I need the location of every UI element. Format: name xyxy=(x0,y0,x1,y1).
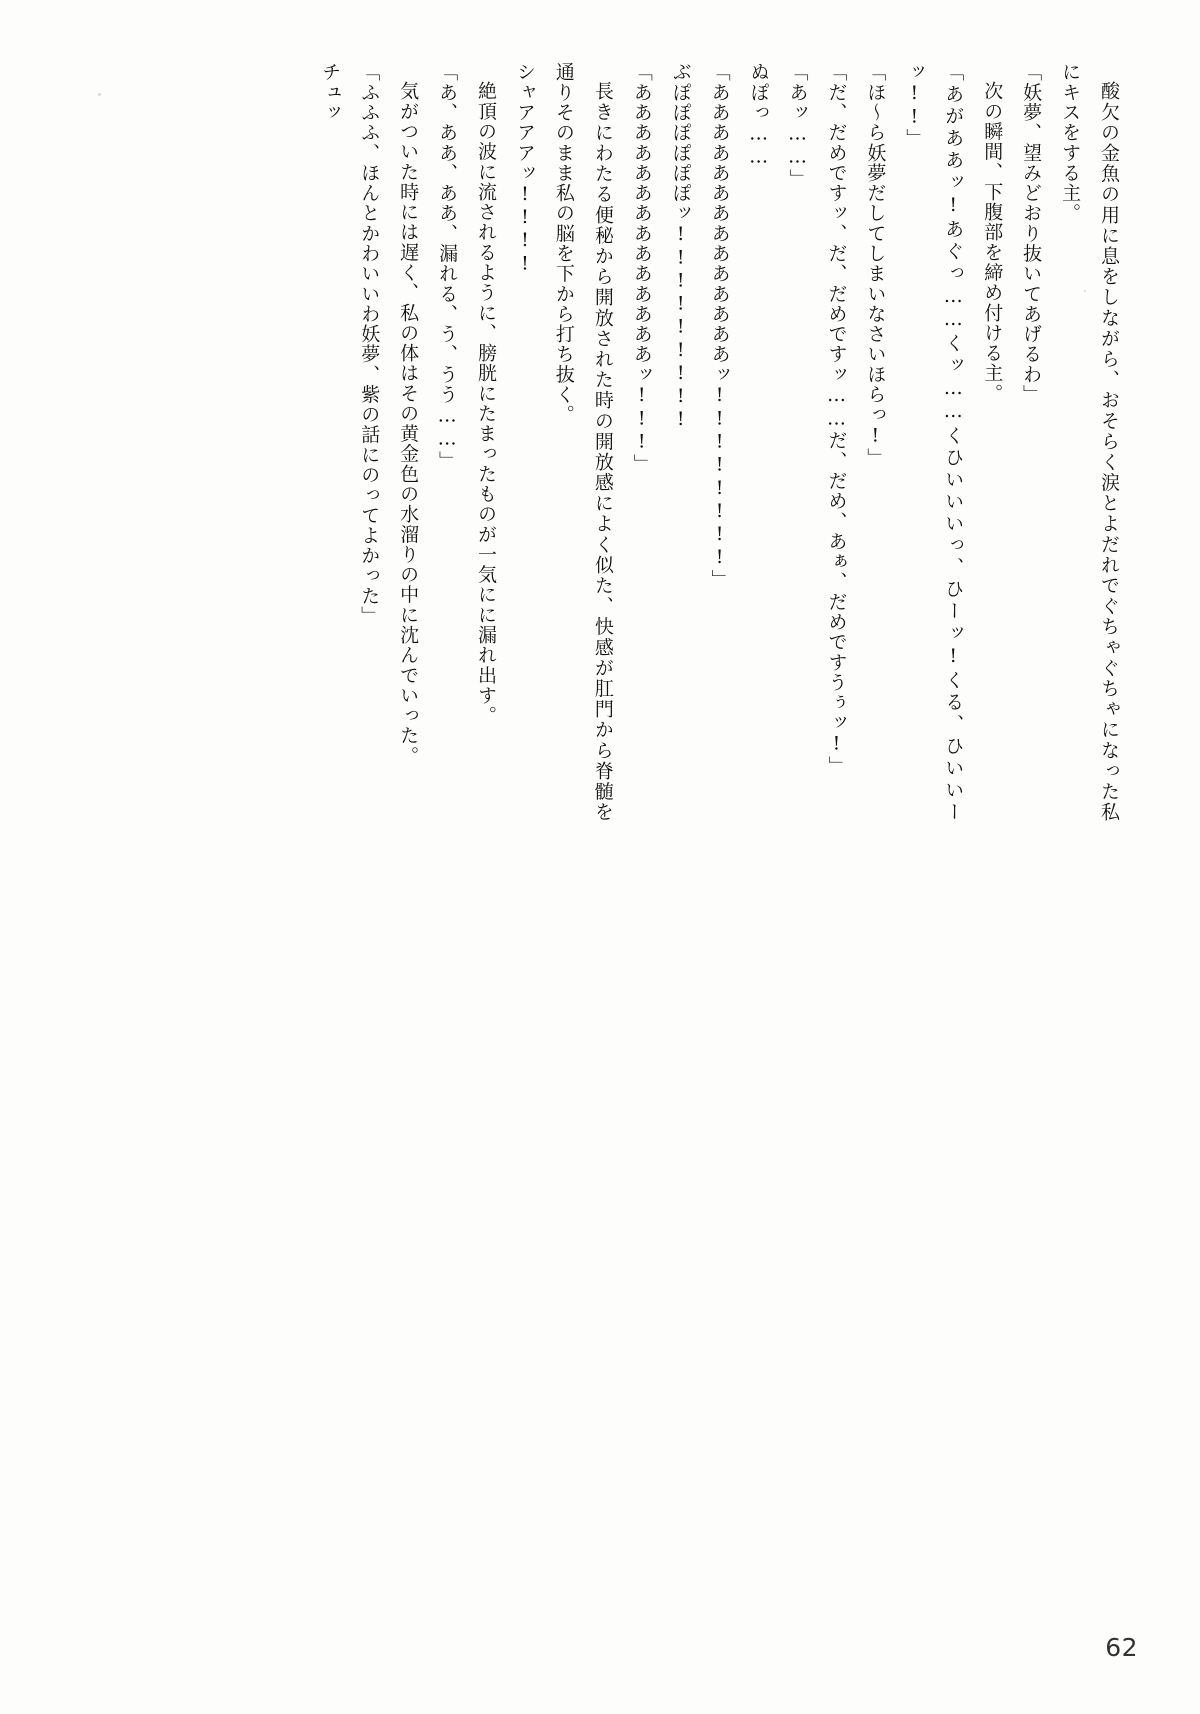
paragraph: 「ああああああああああああああッ!!!!!!!!」 xyxy=(708,62,731,590)
paragraph: 「妖夢、望みどおり抜いてあげるわ」 xyxy=(1020,62,1043,405)
paragraph: 「だ、だめですッ、だ、だめですッ……だ、だめ、あぁ、だめですうぅッ!」 xyxy=(825,62,848,776)
paragraph: 「あ、ああ、ああ、漏れる、う、うう……」 xyxy=(436,62,459,471)
body-text xyxy=(310,62,1128,822)
paragraph: 「ああああああああああああああッ!!!」 xyxy=(630,62,653,474)
paragraph: 「ふふふ、ほんとかわいいわ妖夢、紫の話にのってよかった」 xyxy=(358,62,381,626)
paragraph: ぬぽっ…… xyxy=(747,62,770,169)
paragraph: 次の瞬間、下腹部を締め付ける主。 xyxy=(981,81,1004,404)
paragraph: 「あッ……」 xyxy=(786,62,809,189)
paragraph: シャアアアッ!!!! xyxy=(513,62,536,276)
paragraph: 気がついた時には遅く、私の体はその黄金色の水溜りの中に沈んでいった。 xyxy=(397,81,420,766)
paragraph: 「ほ～ら妖夢だしてしまいなさいほらっ!」 xyxy=(864,62,887,468)
paragraph: 絶頂の波に流されるように、膀胱にたまったものが一気にに漏れ出す。 xyxy=(475,81,497,726)
scan-speck xyxy=(98,93,101,96)
page-number: 62 xyxy=(1105,1633,1138,1662)
paragraph: ぶぽぽぽぽぽぽッ!!!!!!!!! xyxy=(669,62,692,432)
paragraph: チュッ xyxy=(319,62,342,123)
paragraph: 「あがああッ!あぐっ……くッ……くひいいいっ、ひーッ!くる、ひいいーッ!!」 xyxy=(903,62,965,822)
paragraph: 長きにわたる便秘から開放された時の開放感によく似た、快感が肛門から脊髄を通りそのまま私の脳を下から打ち抜く。 xyxy=(552,62,614,822)
paragraph: 酸欠の金魚の用に息をしながら、おそらく涙とよだれでぐちゃぐちゃになった私にキスをする主。 xyxy=(1059,62,1120,822)
